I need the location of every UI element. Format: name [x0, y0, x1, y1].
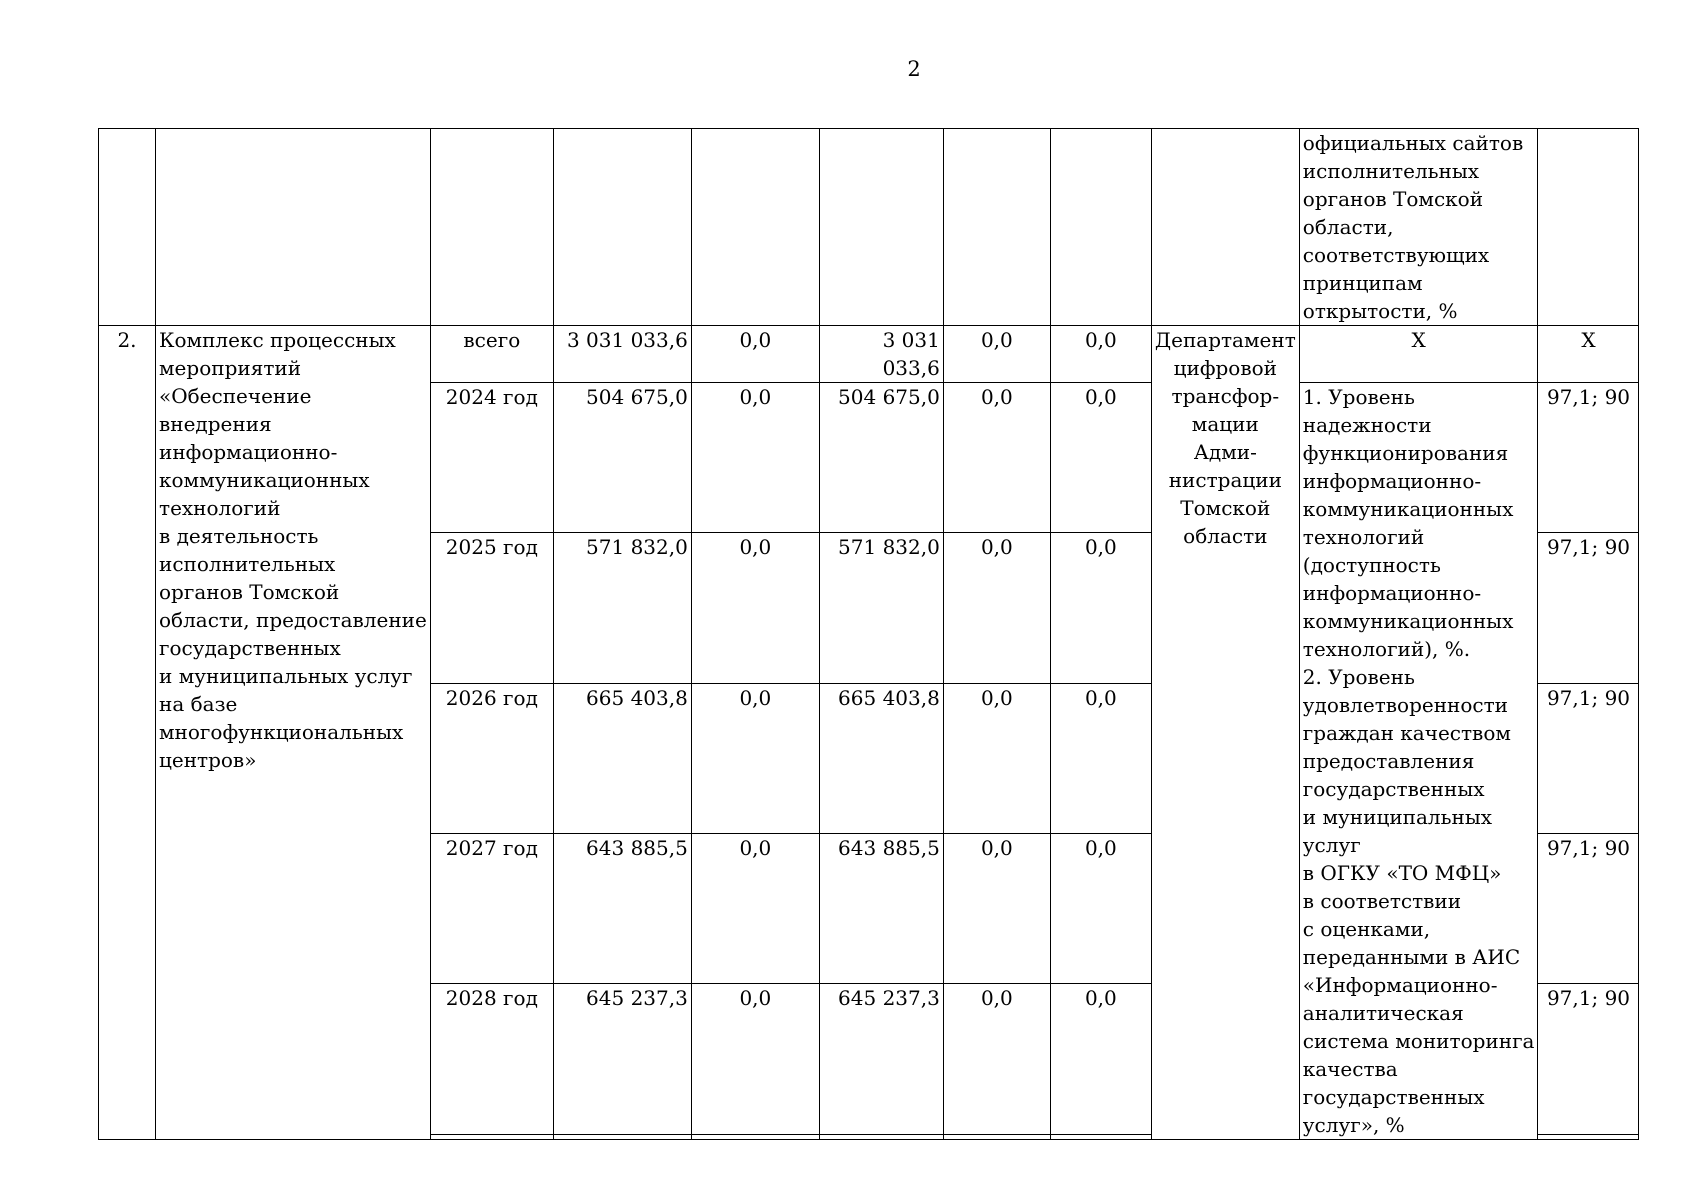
- program-name-line: мероприятий: [159, 356, 302, 380]
- amount-total: 643 885,5: [553, 834, 691, 984]
- program-name-line: центров»: [159, 748, 257, 772]
- indicator-line: «Информационно-: [1302, 973, 1498, 997]
- cont-indicator-line: соответствующих: [1302, 243, 1490, 267]
- empty-cell: [819, 1134, 943, 1139]
- indicator-line: качества: [1302, 1057, 1398, 1081]
- indicator-line: переданными в АИС: [1302, 945, 1521, 969]
- amount-federal: 0,0: [691, 834, 819, 984]
- indicator-line: услуг: [1302, 833, 1361, 857]
- program-name-line: области, предоставление: [159, 608, 427, 632]
- empty-cell: [1538, 1134, 1639, 1139]
- indicator-line: функционирования: [1302, 441, 1509, 465]
- indicator-line: технологий: [1302, 525, 1425, 549]
- responsible-line: трансфор-: [1171, 384, 1280, 408]
- amount-local: 0,0: [943, 834, 1050, 984]
- value-total-mark: Х: [1538, 326, 1639, 383]
- indicator-line: предоставления: [1302, 749, 1475, 773]
- cont-cell-total: [553, 129, 691, 326]
- amount-regional: 571 832,0: [819, 533, 943, 683]
- program-name-line: Комплекс процессных: [159, 328, 396, 352]
- indicator-line: удовлетворенности: [1302, 693, 1509, 717]
- period-label: 2025 год: [430, 533, 553, 683]
- empty-cell: [1050, 1134, 1151, 1139]
- responsible-line: мации: [1191, 412, 1259, 436]
- responsible-cell: [1151, 326, 1299, 1140]
- indicator-line: 2. Уровень: [1302, 665, 1415, 689]
- indicator-line: технологий), %.: [1302, 637, 1471, 661]
- period-label: 2027 год: [430, 834, 553, 984]
- cont-cell-name: [156, 129, 431, 326]
- amount-total: 645 237,3: [553, 984, 691, 1134]
- indicator-line: 1. Уровень: [1302, 385, 1415, 409]
- program-table: [98, 128, 1639, 1140]
- program-name-line: внедрения: [159, 412, 272, 436]
- program-name-line: многофункциональных: [159, 720, 404, 744]
- responsible-line: области: [1183, 524, 1268, 548]
- responsible-line: цифровой: [1173, 356, 1277, 380]
- cont-cell-federal: [691, 129, 819, 326]
- indicator-value: 97,1; 90: [1538, 683, 1639, 833]
- program-name-line: «Обеспечение: [159, 384, 312, 408]
- amount-other: 0,0: [1050, 683, 1151, 833]
- amount-regional: 665 403,8: [819, 683, 943, 833]
- amount-other: 0,0: [1050, 533, 1151, 683]
- cont-cell-period: [430, 129, 553, 326]
- responsible-line: Департамент: [1154, 328, 1296, 352]
- indicator-line: аналитическая: [1302, 1001, 1464, 1025]
- indicator-line: государственных: [1302, 1085, 1485, 1109]
- cont-cell-other: [1050, 129, 1151, 326]
- amount-federal: 0,0: [691, 533, 819, 683]
- program-name-cell: [156, 326, 431, 1140]
- cont-indicator-line: органов Томской: [1302, 187, 1484, 211]
- program-name-line: государственных: [159, 636, 341, 660]
- amount-total: 504 675,0: [553, 383, 691, 533]
- empty-cell: [691, 1134, 819, 1139]
- period-label: 2026 год: [430, 683, 553, 833]
- row2-total-line: [99, 326, 1639, 383]
- indicator-line: (доступность: [1302, 553, 1441, 577]
- indicator-line: информационно-: [1302, 581, 1482, 605]
- amount-total: 3 031 033,6: [553, 326, 691, 383]
- amount-regional: 3 031 033,6: [819, 326, 943, 383]
- amount-total: 665 403,8: [553, 683, 691, 833]
- responsible-line: нистрации: [1168, 468, 1282, 492]
- cont-indicator-line: исполнительных: [1302, 159, 1480, 183]
- empty-cell: [430, 1134, 553, 1139]
- amount-local: 0,0: [943, 984, 1050, 1134]
- indicator-line: с оценками,: [1302, 917, 1431, 941]
- program-name-line: исполнительных: [159, 552, 336, 576]
- indicator-line: информационно-: [1302, 469, 1482, 493]
- amount-local: 0,0: [943, 533, 1050, 683]
- program-name-line: органов Томской: [159, 580, 340, 604]
- indicator-value: 97,1; 90: [1538, 533, 1639, 683]
- responsible-line: Томской: [1180, 496, 1271, 520]
- cont-indicator-line: области,: [1302, 215, 1394, 239]
- amount-other: 0,0: [1050, 326, 1151, 383]
- program-name-line: информационно-: [159, 440, 338, 464]
- program-name-line: и муниципальных услуг: [159, 664, 413, 688]
- amount-local: 0,0: [943, 326, 1050, 383]
- indicator-line: в ОГКУ «ТО МФЦ»: [1302, 861, 1502, 885]
- amount-local: 0,0: [943, 683, 1050, 833]
- page-number: 2: [907, 57, 921, 81]
- amount-federal: 0,0: [691, 326, 819, 383]
- program-name-line: в деятельность: [159, 524, 319, 548]
- cont-indicator-line: открытости, %: [1302, 299, 1458, 323]
- amount-regional: 645 237,3: [819, 984, 943, 1134]
- continuation-row: [99, 129, 1639, 326]
- indicator-value: 97,1; 90: [1538, 383, 1639, 533]
- cont-cell-responsible: [1151, 129, 1299, 326]
- amount-local: 0,0: [943, 383, 1050, 533]
- amount-other: 0,0: [1050, 834, 1151, 984]
- amount-federal: 0,0: [691, 383, 819, 533]
- indicator-line: коммуникационных: [1302, 609, 1514, 633]
- cont-cell-number: [99, 129, 156, 326]
- indicator-line: система мониторинга: [1302, 1029, 1535, 1053]
- indicator-line: государственных: [1302, 777, 1485, 801]
- period-label: 2028 год: [430, 984, 553, 1134]
- amount-federal: 0,0: [691, 683, 819, 833]
- amount-regional: 504 675,0: [819, 383, 943, 533]
- indicator-line: и муниципальных: [1302, 805, 1493, 829]
- indicator-cell: [1299, 383, 1538, 1140]
- cont-cell-regional: [819, 129, 943, 326]
- amount-federal: 0,0: [691, 984, 819, 1134]
- indicator-value: 97,1; 90: [1538, 984, 1639, 1134]
- indicator-line: коммуникационных: [1302, 497, 1514, 521]
- indicator-line: надежности: [1302, 413, 1432, 437]
- amount-regional: 643 885,5: [819, 834, 943, 984]
- program-name-line: коммуникационных: [159, 468, 370, 492]
- indicator-total-mark: Х: [1299, 326, 1538, 383]
- amount-other: 0,0: [1050, 984, 1151, 1134]
- period-label: всего: [430, 326, 553, 383]
- indicator-value: 97,1; 90: [1538, 834, 1639, 984]
- cont-cell-local: [943, 129, 1050, 326]
- amount-total: 571 832,0: [553, 533, 691, 683]
- program-table-frame: [98, 128, 1639, 1140]
- indicator-line: в соответствии: [1302, 889, 1462, 913]
- program-name-line: технологий: [159, 496, 281, 520]
- indicator-line: услуг», %: [1302, 1113, 1405, 1137]
- empty-cell: [943, 1134, 1050, 1139]
- cont-cell-value: [1538, 129, 1639, 326]
- row-number: 2.: [99, 326, 156, 1140]
- amount-other: 0,0: [1050, 383, 1151, 533]
- cont-indicator-line: официальных сайтов: [1302, 131, 1524, 155]
- cont-indicator-cell: [1299, 129, 1538, 326]
- period-label: 2024 год: [430, 383, 553, 533]
- program-name-line: на базе: [159, 692, 238, 716]
- empty-cell: [553, 1134, 691, 1139]
- cont-indicator-line: принципам: [1302, 271, 1423, 295]
- responsible-line: Адми-: [1193, 440, 1257, 464]
- indicator-line: граждан качеством: [1302, 721, 1511, 745]
